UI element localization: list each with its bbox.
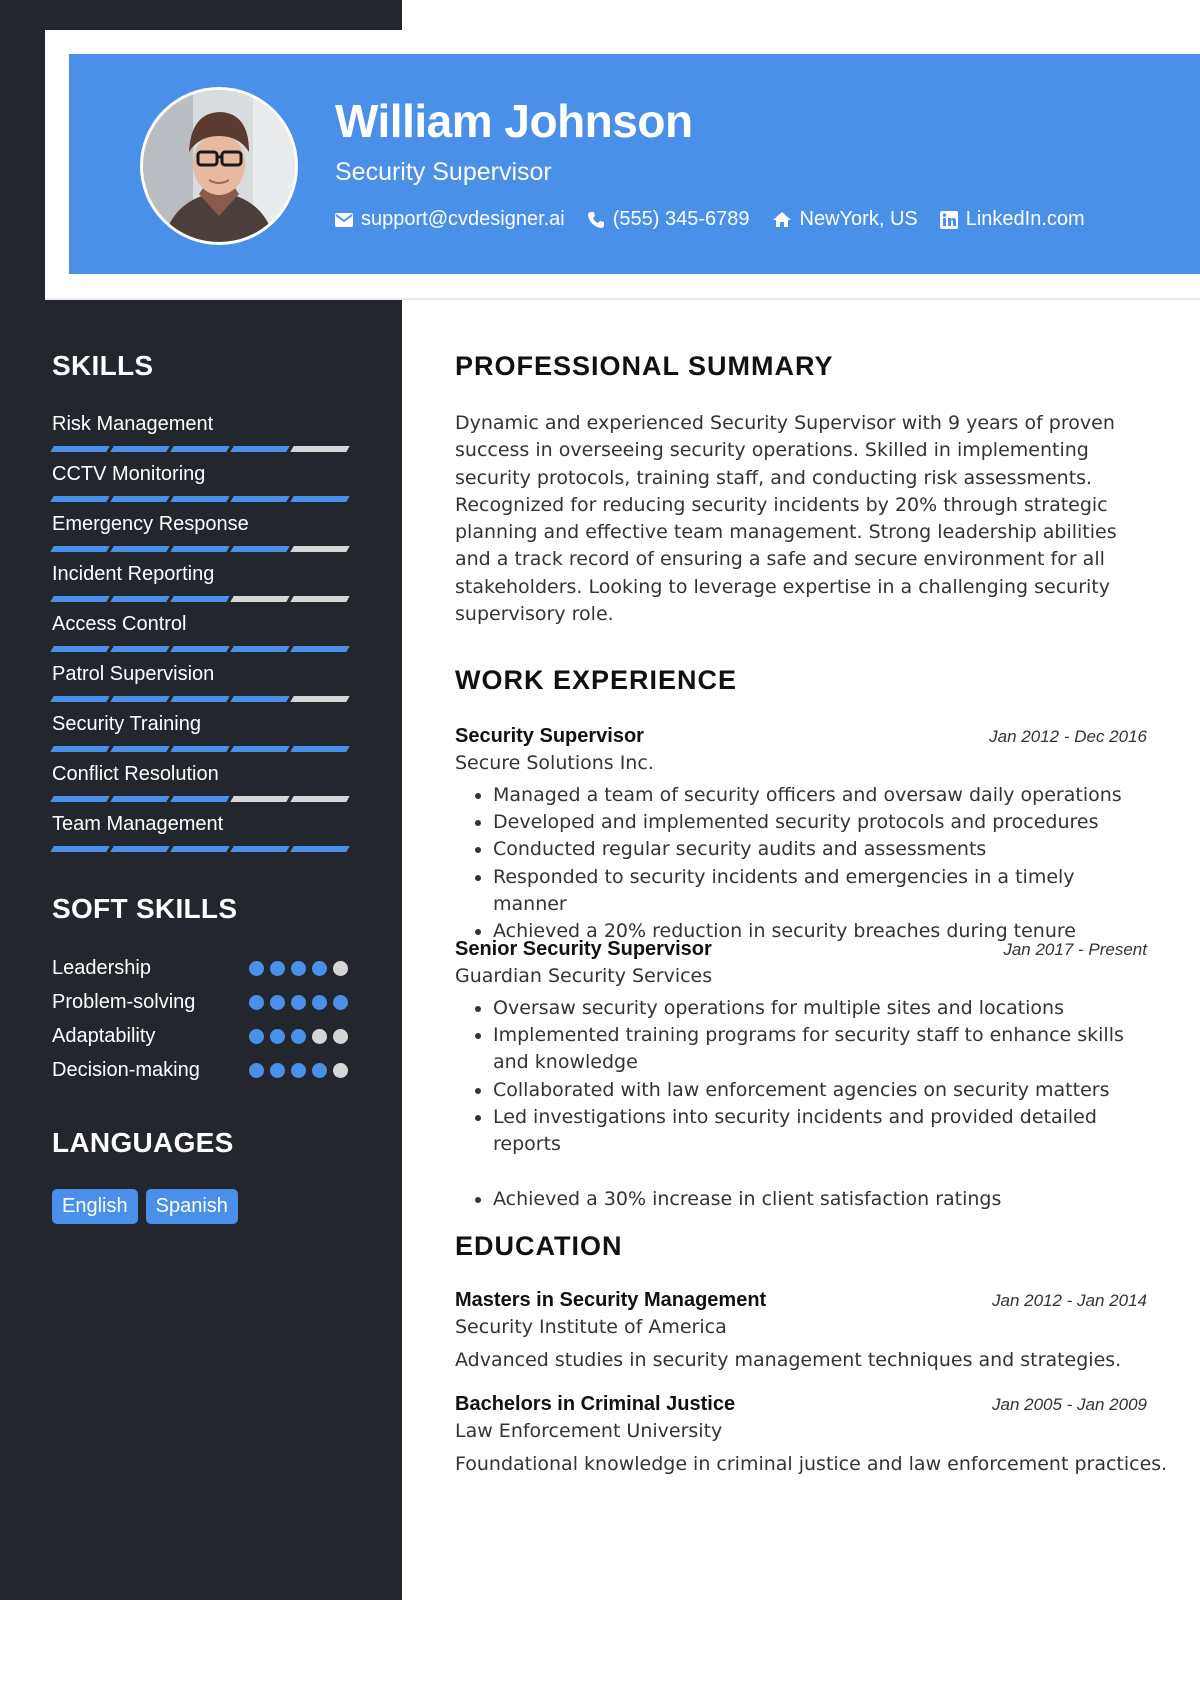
bullet-item: • Implemented training programs for security staff to enhance skills and knowledge [493,1022,1147,1076]
experience-heading: WORK EXPERIENCE [455,665,738,695]
rating-dot [312,1063,327,1078]
skill-name: Emergency Response [52,513,249,535]
skill-level-segment [290,696,349,702]
skill-level-segment [290,646,349,652]
rating-dot [291,995,306,1010]
rating-dot [249,1063,264,1078]
bullet-item: • Collaborated with law enforcement agencies on security matters [493,1077,1147,1104]
skill-level-bar [52,696,348,702]
header [69,54,1200,274]
skill-item [52,511,348,552]
skill-level-segment [110,546,169,552]
contact-phone[interactable] [587,208,750,231]
skill-item [52,711,348,752]
summary-text: Dynamic and experienced Security Supervisor with 9 years of proven success in overseeing security operations. Skilled in implementing security protocols, training staff, and conducting risk assessments. Recognized for reducing security incidents by 20% through strategic planning and effective team management. Strong leadership abilities and a track record of ensuring a safe and secure environment for all stakeholders. Looking to leverage expertise in a challenging security supervisory role. [455,412,1117,626]
skill-level-segment [50,446,109,452]
bullet-item: • Achieved a 20% reduction in security breaches during tenure [493,918,1147,945]
skill-level-bar [52,746,348,752]
linkedin-icon [940,211,958,229]
skill-level-segment [170,646,229,652]
bullet-item: • Developed and implemented security protocols and procedures [493,809,1147,836]
phone-icon [587,211,605,229]
skill-item [52,411,348,452]
soft-skill-rating [249,1063,348,1078]
avatar [140,87,298,245]
rating-dot [270,1063,285,1078]
phone-text: (555) 345-6789 [612,208,750,230]
skill-level-bar [52,846,348,852]
skill-level-bar [52,646,348,652]
skill-level-segment [110,646,169,652]
skill-level-segment [50,496,109,502]
school-name: Law Enforcement University [455,1420,723,1442]
skill-name: Risk Management [52,413,214,435]
rating-dot [249,995,264,1010]
skill-level-segment [170,696,229,702]
skill-level-bar [52,596,348,602]
job-company: Guardian Security Services [455,965,713,987]
rating-dot [312,995,327,1010]
language-badge: English [52,1189,138,1224]
bullet-item: • Led investigations into security incidents and provided detailed reports [493,1104,1147,1158]
skill-name: Team Management [52,813,224,835]
job-bullets [455,995,1147,1213]
skill-level-segment [170,746,229,752]
skill-item [52,561,348,602]
rating-dot [270,995,285,1010]
profile-photo [143,90,295,242]
soft-skill-name: Adaptability [52,1025,156,1048]
skill-level-bar [52,496,348,502]
summary-heading: PROFESSIONAL SUMMARY [455,351,834,381]
skill-level-segment [110,696,169,702]
skill-level-segment [50,696,109,702]
soft-skill-name: Leadership [52,956,151,979]
skill-level-segment [110,846,169,852]
contact-list [335,208,1085,231]
location-text: NewYork, US [799,208,918,230]
soft-skill-item [52,953,348,983]
skill-level-segment [110,446,169,452]
job-role: Security Supervisor [455,725,644,747]
skill-level-bar [52,546,348,552]
bullet-item: • Oversaw security operations for multiple sites and locations [493,995,1147,1022]
skill-level-segment [50,646,109,652]
skill-level-segment [230,796,289,802]
rating-dot [270,1029,285,1044]
education-description: Advanced studies in security management techniques and strategies. [455,1349,1122,1371]
rating-dot [312,1029,327,1044]
skill-level-segment [230,546,289,552]
soft-skill-item [52,1056,348,1086]
skill-level-segment [50,796,109,802]
skill-level-bar [52,796,348,802]
candidate-name: William Johnson [335,95,693,147]
languages-list [52,1189,238,1224]
soft-skills-heading: SOFT SKILLS [52,893,238,924]
language-badge: Spanish [146,1189,238,1224]
degree-name: Bachelors in Criminal Justice [455,1393,736,1415]
bullet-item: • Conducted regular security audits and assessments [493,836,1147,863]
job-dates: Jan 2017 - Present [1003,940,1147,959]
skills-heading: SKILLS [52,350,154,381]
skill-level-segment [290,746,349,752]
rating-dot [291,1029,306,1044]
linkedin-text: LinkedIn.com [965,208,1085,230]
rating-dot [333,961,348,976]
job-company: Secure Solutions Inc. [455,752,654,774]
skill-level-segment [230,446,289,452]
skill-name: Incident Reporting [52,563,215,585]
job-dates: Jan 2012 - Dec 2016 [989,727,1147,746]
skill-name: Security Training [52,713,201,735]
education-dates: Jan 2012 - Jan 2014 [991,1291,1147,1310]
rating-dot [249,961,264,976]
skill-level-segment [170,596,229,602]
rating-dot [312,961,327,976]
school-name: Security Institute of America [455,1316,727,1338]
skill-item [52,811,348,852]
skill-name: CCTV Monitoring [52,463,206,485]
soft-skill-item [52,987,348,1017]
skill-level-segment [230,596,289,602]
education-dates: Jan 2005 - Jan 2009 [991,1395,1147,1414]
skill-level-segment [110,796,169,802]
rating-dot [333,1029,348,1044]
skill-level-segment [170,446,229,452]
soft-skill-rating [249,995,348,1010]
job-entry [455,938,1147,1213]
skill-level-segment [230,846,289,852]
languages-heading: LANGUAGES [52,1127,234,1158]
skill-level-segment [290,546,349,552]
soft-skill-rating [249,961,348,976]
skill-level-segment [290,796,349,802]
soft-skill-name: Decision-making [52,1059,200,1082]
contact-email[interactable] [335,208,565,231]
education-entry [455,1393,1168,1475]
rating-dot [249,1029,264,1044]
bullet-item: • Responded to security incidents and emergencies in a timely manner [493,864,1147,918]
education-heading: EDUCATION [455,1231,623,1261]
skill-item [52,611,348,652]
contact-location[interactable] [772,208,918,231]
skill-level-segment [290,446,349,452]
skill-level-segment [170,546,229,552]
skill-name: Patrol Supervision [52,663,215,685]
skill-item [52,661,348,702]
rating-dot [291,961,306,976]
rating-dot [333,995,348,1010]
skill-name: Access Control [52,613,187,635]
skill-level-segment [290,596,349,602]
soft-skill-rating [249,1029,348,1044]
job-role: Senior Security Supervisor [455,938,712,960]
skill-name: Conflict Resolution [52,763,219,785]
contact-linkedin[interactable] [940,208,1085,231]
soft-skill-item [52,1022,348,1052]
education-description: Foundational knowledge in criminal justice and law enforcement practices. [455,1453,1168,1475]
bullet-item: • Managed a team of security officers and oversaw daily operations [493,782,1147,809]
skill-level-segment [290,846,349,852]
skill-level-segment [110,496,169,502]
job-bullets [455,782,1147,945]
bullet-item: • Achieved a 30% increase in client satisfaction ratings [493,1186,1147,1213]
skill-level-segment [50,596,109,602]
skill-level-segment [110,596,169,602]
job-title: Security Supervisor [335,158,552,186]
skill-level-bar [52,446,348,452]
skill-level-segment [50,546,109,552]
skill-item [52,761,348,802]
job-entry [455,725,1147,945]
skill-level-segment [110,746,169,752]
skill-level-segment [230,746,289,752]
skill-level-segment [50,846,109,852]
degree-name: Masters in Security Management [455,1289,767,1311]
skill-level-segment [230,696,289,702]
skill-level-segment [230,646,289,652]
skill-item [52,461,348,502]
soft-skill-name: Problem-solving [52,990,196,1013]
rating-dot [291,1063,306,1078]
education-entry [455,1289,1147,1371]
rating-dot [270,961,285,976]
skill-level-segment [290,496,349,502]
skill-level-segment [50,746,109,752]
skill-level-segment [170,496,229,502]
rating-dot [333,1063,348,1078]
home-icon [772,211,792,228]
email-text: support@cvdesigner.ai [361,208,565,230]
skill-level-segment [170,796,229,802]
skill-level-segment [170,846,229,852]
skill-level-segment [230,496,289,502]
envelope-icon [335,213,353,227]
